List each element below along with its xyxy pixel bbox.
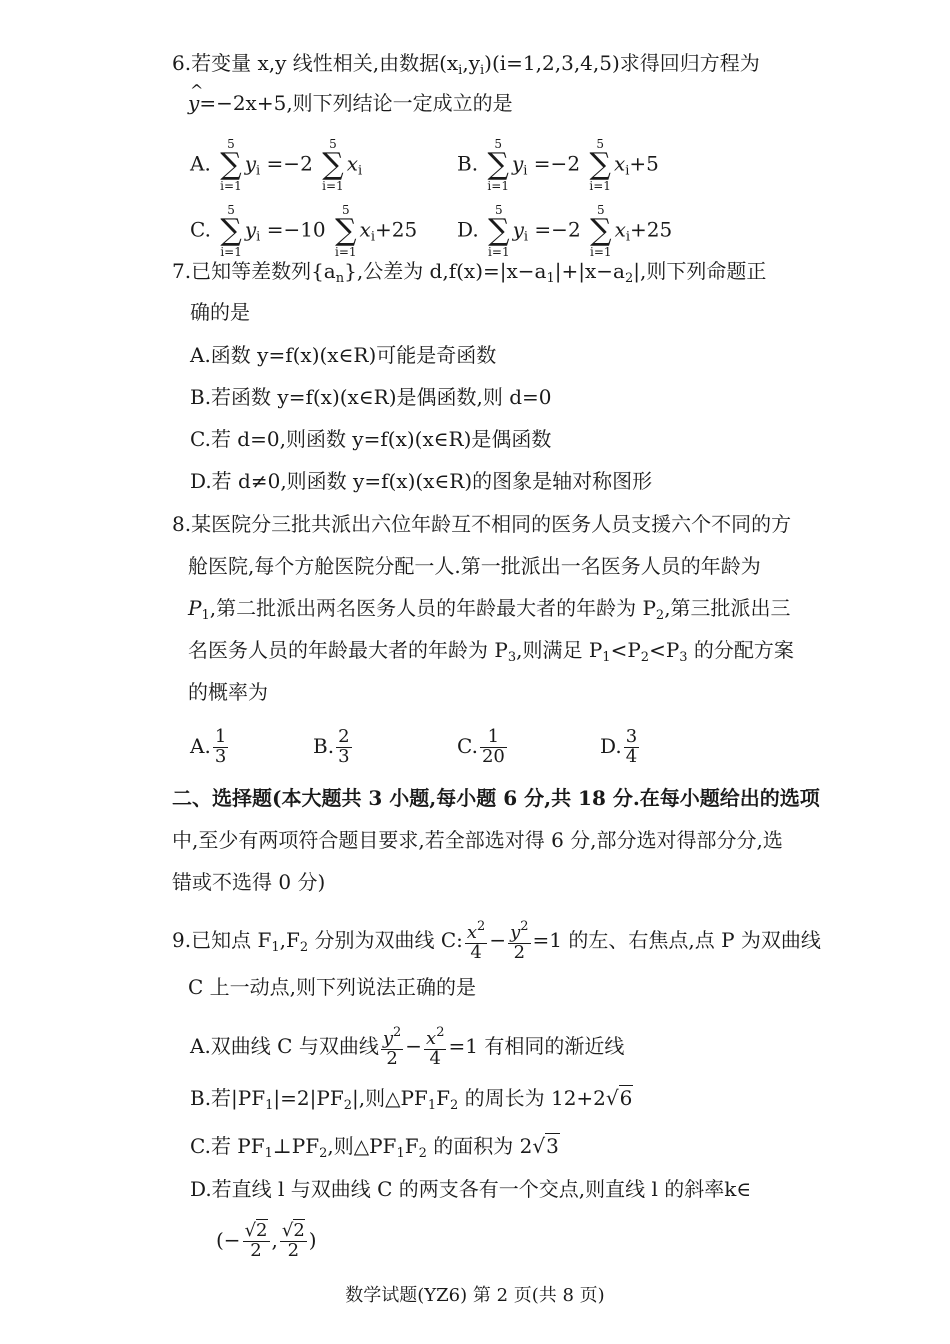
q8-option-a — [190, 728, 230, 767]
q6-stem-text-b: ,y — [462, 51, 480, 75]
q8-option-d — [600, 728, 641, 767]
q9-text: ,F — [279, 927, 300, 952]
q9-text: 的周长为 12+2 — [458, 1086, 606, 1110]
option-label: C. — [457, 733, 478, 758]
q9-option-c: C.若 $PF_1\perp PF_2$,则$\triangle PF_1F_2$ 的面积为 2√3 — [190, 1134, 559, 1161]
y-hat-symbol: ^ y — [188, 89, 199, 117]
q9-text: =1 有相同的渐近线 — [448, 1033, 625, 1058]
fraction: $\frac{3}{4}$ — [625, 726, 638, 767]
sqrt-symbol: √3 — [532, 1134, 559, 1158]
q7-option-d: D.若 d≠0,则函数 y=f(x)(x∈R)的图象是轴对称图形 — [190, 469, 653, 493]
q9-option-a — [190, 1026, 624, 1069]
option-label: A. — [190, 151, 211, 176]
q8-text: 名医务人员的年龄最大者的年龄为 P — [188, 638, 508, 662]
q8-text: ,第三批派出三 — [664, 596, 791, 620]
section-heading-line-2: 中,至少有两项符合题目要求,若全部选对得 6 分,部分选对得部分分,选 — [172, 828, 783, 852]
fraction: $\frac{x^2}{4}$ — [426, 1025, 445, 1069]
option-tail: +5 — [629, 151, 659, 176]
fraction: $\frac{√2}{2}$ — [281, 1220, 305, 1261]
fraction: $\frac{1}{3}$ — [214, 726, 227, 767]
q9-text: ⊥PF — [272, 1134, 320, 1158]
q9-text: − — [489, 927, 507, 952]
q8-text: ,第二批派出两名医务人员的年龄最大者的年龄为 P — [209, 596, 656, 620]
q7-stem-text-b: },公差为 d,f(x)=|x−a — [344, 259, 547, 283]
q7-stem-line1: 7.已知等差数列$\{a_n\}$,公差为 $d,f(x)=|x-a_1|+|x-a_2|$,则下列命题正 — [172, 259, 767, 286]
sum-symbol: 5 ∑ i=1 — [487, 137, 509, 193]
sqrt-symbol: √6 — [605, 1086, 633, 1110]
sum-symbol: 5 ∑ i=1 — [322, 137, 344, 193]
q6-option-d: D. 5 ∑ i=1 $y_i =-2$ 5 ∑ i=1 $x_i+25$ — [457, 203, 673, 259]
fraction: $\frac{√2}{2}$ — [244, 1220, 268, 1261]
sum-symbol: 5 ∑ i=1 — [335, 203, 357, 259]
section-heading-line-1: 二、选择题(本大题共 3 小题,每小题 6 分,共 18 分.在每小题给出的选项 — [172, 786, 820, 810]
q9-text: A.双曲线 C 与双曲线 — [190, 1033, 379, 1058]
q9-text: 的面积为 2 — [426, 1134, 533, 1158]
sum-symbol: 5 ∑ i=1 — [589, 137, 611, 193]
q9-option-d-line1: D.若直线 l 与双曲线 C 的两支各有一个交点,则直线 l 的斜率k∈ — [190, 1177, 752, 1201]
q9-text: 9.已知点 F — [172, 927, 272, 952]
fraction: $\frac{y^2}{2}$ — [510, 919, 529, 963]
option-label: D. — [600, 733, 622, 758]
option-label: C. — [190, 217, 211, 242]
q8-line-5: 的概率为 — [188, 680, 268, 704]
option-tail: +25 — [630, 217, 673, 242]
q8-text: 的分配方案 — [687, 638, 794, 662]
q8-text: ,则满足 P — [516, 638, 603, 662]
option-label: D. — [457, 217, 479, 242]
q9-stem-line2: C 上一动点,则下列说法正确的是 — [188, 975, 477, 999]
q8-option-b — [313, 728, 354, 767]
q9-stem-line1: 9.已知点 $F_1,F_2$ 分别为双曲线 C: $\frac{x^2}{4}$ − $\frac{y^2}{2}$ =1 的左、右焦点,点 P 为双曲线 — [172, 919, 821, 963]
q8-text: <P — [610, 638, 641, 662]
q9-text: F — [404, 1134, 419, 1158]
q7-stem-text: 7.已知等差数列{a — [172, 259, 336, 283]
q6-stem-text: 6.若变量 x,y 线性相关,由数据(x — [172, 51, 459, 75]
section-heading-line-3: 错或不选得 0 分) — [172, 870, 326, 894]
q9-text: 分别为双曲线 C: — [308, 927, 463, 952]
q9-text: , — [271, 1227, 278, 1252]
sum-symbol: 5 ∑ i=1 — [488, 203, 510, 259]
fraction: $\frac{x^2}{4}$ — [466, 919, 486, 963]
option-tail: +25 — [375, 217, 418, 242]
option-label: A. — [190, 733, 211, 758]
q8-line-4: 名医务人员的年龄最大者的年龄为 $P_3$,则满足 $P_1<P_2<P_3$ 的分配方案 — [188, 638, 794, 665]
sum-symbol: 5 ∑ i=1 — [590, 203, 612, 259]
q6-stem-text-2: =−2x+5,则下列结论一定成立的是 — [199, 91, 513, 115]
sum-symbol: 5 ∑ i=1 — [220, 137, 242, 193]
q9-text: F — [436, 1086, 450, 1110]
q9-text: ) — [308, 1227, 317, 1252]
fraction: $\frac{1}{20}$ — [481, 726, 505, 767]
q7-option-c: C.若 d=0,则函数 y=f(x)(x∈R)是偶函数 — [190, 427, 552, 451]
q9-text: |=2|PF — [273, 1086, 344, 1110]
q7-stem-text-c: |+|x−a — [554, 259, 625, 283]
q8-text: <P — [649, 638, 680, 662]
q9-text: C.若 PF — [190, 1134, 265, 1158]
option-expr: =−2 — [534, 217, 581, 242]
q7-option-a: A.函数 y=f(x)(x∈R)可能是奇函数 — [190, 343, 497, 367]
q6-stem-line2 — [188, 89, 513, 117]
q9-text: ,则△PF — [327, 1134, 397, 1158]
q6-option-c: C. 5 ∑ i=1 $y_i =-10$ 5 ∑ i=1 $x_i+25$ — [190, 203, 418, 259]
q8-text: P — [188, 596, 202, 620]
page-footer: 数学试题(YZ6) 第 2 页(共 8 页) — [345, 1285, 605, 1306]
option-expr: =−10 — [266, 217, 326, 242]
q8-line-1: 8.某医院分三批共派出六位年龄互不相同的医务人员支援六个不同的方 — [172, 512, 792, 536]
q7-option-b: B.若函数 y=f(x)(x∈R)是偶函数,则 d=0 — [190, 385, 552, 409]
q7-stem-line2: 确的是 — [190, 300, 250, 324]
q8-line-3: $P_1$,第二批派出两名医务人员的年龄最大者的年龄为 $P_2$,第三批派出三 — [188, 596, 791, 623]
q9-option-d-line2 — [216, 1222, 317, 1261]
q9-text: B.若|PF — [190, 1086, 266, 1110]
q9-option-b: B.若$|PF_1|=2|PF_2|$,则$\triangle PF_1F_2$ 的周长为 12+2√6 — [190, 1086, 633, 1113]
q6-stem-text-c: )(i=1,2,3,4,5)求得回归方程为 — [484, 51, 760, 75]
option-label: B. — [457, 151, 479, 176]
sum-symbol: 5 ∑ i=1 — [220, 203, 242, 259]
option-expr: =−2 — [533, 151, 581, 176]
q6-stem-line1: 6.若变量 x,y 线性相关,由数据$(x_i,y_i)(i=1,2,3,4,5)$求得回归方程为 — [172, 51, 760, 78]
q9-text: =1 的左、右焦点,点 P 为双曲线 — [532, 927, 821, 952]
q9-text: − — [405, 1033, 423, 1058]
q6-option-b: B. 5 ∑ i=1 $y_i =-2$ 5 ∑ i=1 $x_i+5$ — [457, 137, 659, 193]
q7-stem-text-d: |,则下列命题正 — [633, 259, 767, 283]
option-label: B. — [313, 733, 335, 758]
q9-text: (− — [216, 1227, 241, 1252]
q9-text: |,则△PF — [352, 1086, 428, 1110]
fraction: $\frac{2}{3}$ — [338, 726, 350, 767]
q6-option-a: A. 5 ∑ i=1 $y_i =-2$ 5 ∑ i=1 $x_i$ — [190, 137, 363, 193]
fraction: $\frac{y^2}{2}$ — [382, 1025, 402, 1069]
q8-line-2: 舱医院,每个方舱医院分配一人.第一批派出一名医务人员的年龄为 — [188, 554, 761, 578]
option-expr: =−2 — [266, 151, 313, 176]
q8-option-c — [457, 728, 509, 767]
